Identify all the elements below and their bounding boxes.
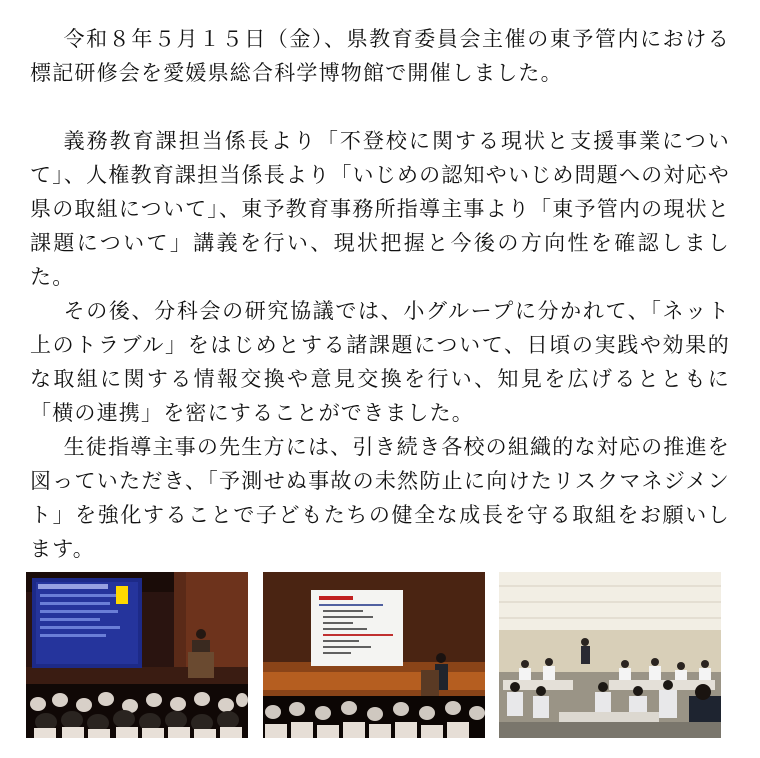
paragraph-2: 義務教育課担当係長より「不登校に関する現状と支援事業について」、人権教育課担当係長より「いじめの認知やいじめ問題への対応や県の取組について」、東予教育事務所指導主事より「東予管内の現状と課題について」講義を行い、現状把握と今後の方向性を確認しました。 xyxy=(30,129,730,289)
paragraph-3: その後、分科会の研究協議では、小グループに分かれて、「ネット上のトラブル」をはじめとする諸課題について、日頃の実践や効果的な取組に関する情報交換や意見交換を行い、知見を広げるとともに「横の連携」を密にすることができました。 xyxy=(30,299,730,425)
paragraph-4: 生徒指導主事の先生方には、引き続き各校の組織的な対応の推進を図っていただき、「予測せぬ事故の未然防止に向けたリスクマネジメント」を強化することで子どもたちの健全な成長を守る取組をお願いします。 xyxy=(30,435,730,561)
paragraph-1: 令和８年５月１５日（金）、県教育委員会主催の東予管内における標記研修会を愛媛県総合科学博物館で開催しました。 xyxy=(30,27,730,85)
lecture-hall-photo-2 xyxy=(263,572,485,738)
paragraph-gap xyxy=(30,90,730,124)
article-body xyxy=(30,22,730,566)
group-discussion-photo xyxy=(499,572,721,738)
lecture-hall-photo-1 xyxy=(26,572,248,738)
photo-strip xyxy=(26,572,736,742)
